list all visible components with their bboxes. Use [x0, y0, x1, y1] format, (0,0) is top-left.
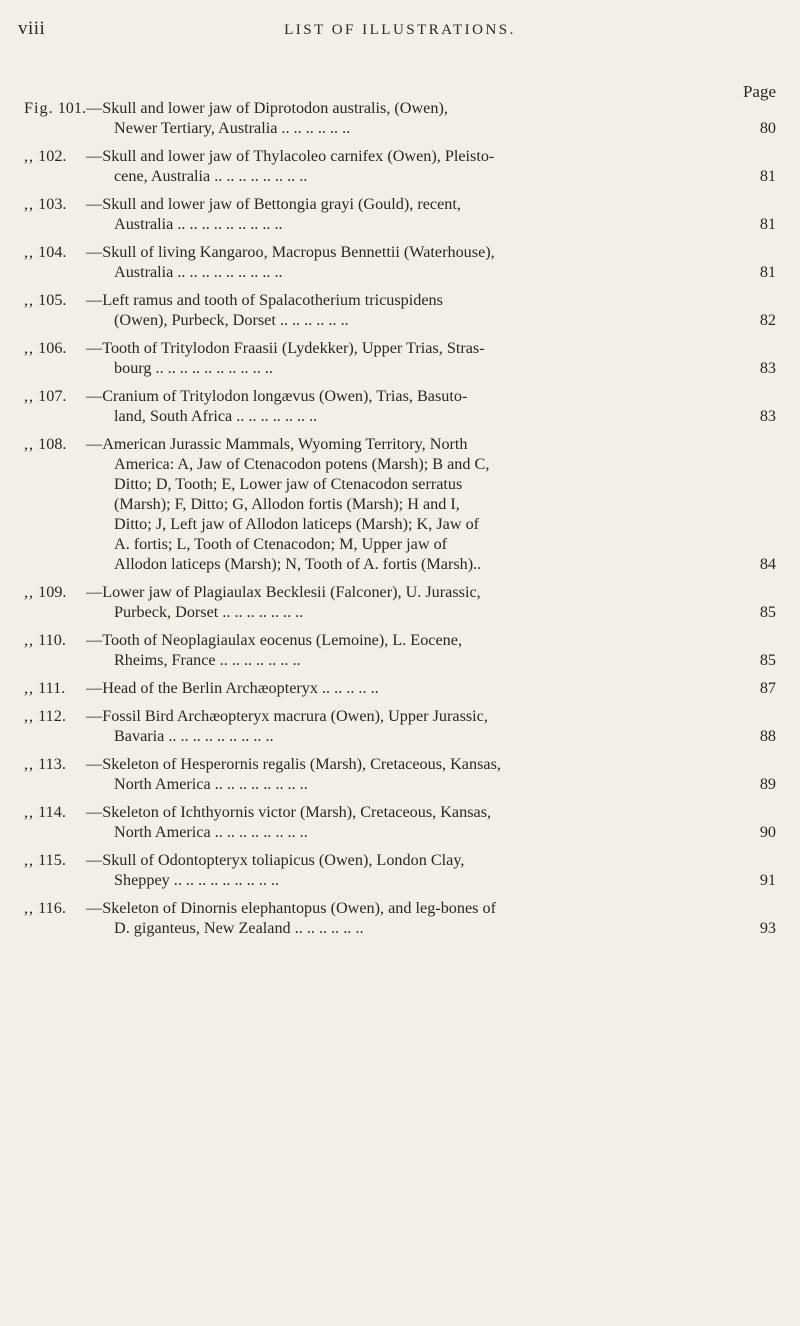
figure-number-value: 115.: [38, 851, 66, 869]
ditto-mark: ,,: [24, 679, 35, 697]
caption-line: land, South Africa .. .. .. .. .. .. ..: [114, 407, 318, 425]
figure-number: [24, 290, 66, 310]
figure-number: [24, 850, 66, 870]
ditto-mark: ,,: [24, 339, 35, 357]
page-reference: 85: [759, 603, 776, 621]
figure-number: [24, 338, 66, 358]
caption-line: —Skull of living Kangaroo, Macropus Bennettii (Waterhouse),: [86, 243, 495, 261]
list-item: [24, 242, 776, 282]
caption-line: —Skull and lower jaw of Thylacoleo carnifex (Owen), Pleisto-: [86, 147, 495, 165]
figure-number-value: 110.: [38, 631, 66, 649]
ditto-mark: ,,: [24, 147, 35, 165]
caption-line: —Cranium of Tritylodon longævus (Owen), Trias, Basuto-: [86, 387, 468, 405]
ditto-mark: ,,: [24, 707, 35, 725]
figure-number: [24, 630, 66, 650]
caption-line: Australia .. .. .. .. .. .. .. .. ..: [114, 215, 283, 233]
fig-label: Fig.: [24, 99, 54, 117]
caption-line: Allodon laticeps (Marsh); N, Tooth of A. fortis (Marsh)..: [114, 555, 482, 573]
list-item: [24, 146, 776, 186]
page-reference: 88: [759, 727, 776, 745]
page-reference: 85: [759, 651, 776, 669]
caption-line: A. fortis; L, Tooth of Ctenacodon; M, Upper jaw of: [114, 535, 448, 553]
list-item: [24, 194, 776, 234]
ditto-mark: ,,: [24, 803, 35, 821]
running-head: LIST OF ILLUSTRATIONS.: [284, 22, 516, 38]
caption-line: Australia .. .. .. .. .. .. .. .. ..: [114, 263, 283, 281]
list-item: [24, 338, 776, 378]
ditto-mark: ,,: [24, 899, 35, 917]
list-item: [24, 706, 776, 746]
figure-number: [24, 386, 66, 406]
figure-number-value: 105.: [38, 291, 67, 309]
caption-line: North America .. .. .. .. .. .. .. ..: [114, 775, 308, 793]
page-reference: 83: [759, 359, 776, 377]
page-reference: 81: [759, 263, 776, 281]
figure-number-value: 101.: [57, 99, 87, 117]
list-item: [24, 386, 776, 426]
ditto-mark: ,,: [24, 631, 35, 649]
figure-number: [24, 706, 66, 726]
ditto-mark: ,,: [24, 243, 35, 261]
figure-number: [24, 194, 66, 214]
caption-line: —Head of the Berlin Archæopteryx .. .. .. .. ..: [86, 679, 379, 697]
page-reference: 90: [759, 823, 776, 841]
page-reference: 87: [759, 679, 776, 697]
page-reference: 83: [759, 407, 776, 425]
figure-number: [24, 678, 65, 698]
page-number: viii: [18, 18, 46, 39]
figure-number-value: 107.: [38, 387, 67, 405]
figure-number-value: 113.: [38, 755, 66, 773]
figure-number: [24, 242, 66, 262]
list-item: [24, 802, 776, 842]
caption-line: cene, Australia .. .. .. .. .. .. .. ..: [114, 167, 308, 185]
caption-line: D. giganteus, New Zealand .. .. .. .. .. ..: [114, 919, 364, 937]
caption-line: Purbeck, Dorset .. .. .. .. .. .. ..: [114, 603, 304, 621]
ditto-mark: ,,: [24, 851, 35, 869]
figure-number-value: 104.: [38, 243, 67, 261]
caption-line: Newer Tertiary, Australia .. .. .. .. .. ..: [114, 119, 351, 137]
caption-line: Bavaria .. .. .. .. .. .. .. .. ..: [114, 727, 274, 745]
list-item: [24, 582, 776, 622]
list-item: [24, 850, 776, 890]
caption-line: (Owen), Purbeck, Dorset .. .. .. .. .. ..: [114, 311, 349, 329]
caption-line: —American Jurassic Mammals, Wyoming Territory, North: [86, 435, 468, 453]
ditto-mark: ,,: [24, 291, 35, 309]
page-reference: 81: [759, 167, 776, 185]
page-column-label: Page: [742, 82, 776, 101]
figure-number: [24, 582, 66, 602]
figure-number: [24, 898, 66, 918]
list-item: [24, 98, 776, 138]
figure-number: [24, 146, 66, 166]
ditto-mark: ,,: [24, 583, 35, 601]
figure-number: [24, 754, 66, 774]
page-reference: 93: [759, 919, 776, 937]
list-item: [24, 434, 776, 574]
list-item: [24, 754, 776, 794]
list-item: [24, 678, 776, 698]
page-reference: 80: [759, 119, 776, 137]
list-item: [24, 290, 776, 330]
caption-line: —Fossil Bird Archæopteryx macrura (Owen), Upper Jurassic,: [86, 707, 488, 725]
ditto-mark: ,,: [24, 755, 35, 773]
figure-number-value: 112.: [38, 707, 66, 725]
figure-number: [24, 434, 66, 454]
caption-line: —Left ramus and tooth of Spalacotherium tricuspidens: [86, 291, 443, 309]
caption-line: —Skeleton of Dinornis elephantopus (Owen), and leg-bones of: [86, 899, 496, 917]
figure-number-value: 109.: [38, 583, 67, 601]
figure-number-value: 103.: [38, 195, 67, 213]
caption-line: —Skull and lower jaw of Bettongia grayi (Gould), recent,: [86, 195, 461, 213]
figure-number-value: 106.: [38, 339, 67, 357]
figure-number: [24, 98, 86, 118]
caption-line: North America .. .. .. .. .. .. .. ..: [114, 823, 308, 841]
caption-line: Ditto; D, Tooth; E, Lower jaw of Ctenacodon serratus: [114, 475, 463, 493]
caption-line: —Skull and lower jaw of Diprotodon australis, (Owen),: [86, 99, 448, 117]
caption-line: —Skull of Odontopteryx toliapicus (Owen), London Clay,: [86, 851, 465, 869]
caption-line: —Tooth of Neoplagiaulax eocenus (Lemoine), L. Eocene,: [86, 631, 462, 649]
caption-line: America: A, Jaw of Ctenacodon potens (Marsh); B and C,: [114, 455, 490, 473]
page-reference: 84: [759, 555, 776, 573]
figure-number-value: 108.: [38, 435, 67, 453]
page-reference: 89: [759, 775, 776, 793]
caption-line: (Marsh); F, Ditto; G, Allodon fortis (Marsh); H and I,: [114, 495, 460, 513]
caption-line: —Skeleton of Hesperornis regalis (Marsh), Cretaceous, Kansas,: [86, 755, 501, 773]
figure-number-value: 102.: [38, 147, 67, 165]
figure-number-value: 116.: [38, 899, 66, 917]
caption-line: bourg .. .. .. .. .. .. .. .. .. ..: [114, 359, 273, 377]
list-item: [24, 898, 776, 938]
caption-line: —Lower jaw of Plagiaulax Becklesii (Falconer), U. Jurassic,: [86, 583, 481, 601]
ditto-mark: ,,: [24, 387, 35, 405]
illustration-list: [24, 98, 776, 946]
caption-line: —Tooth of Tritylodon Fraasii (Lydekker), Upper Trias, Stras-: [86, 339, 485, 357]
page-reference: 91: [759, 871, 776, 889]
caption-line: Sheppey .. .. .. .. .. .. .. .. ..: [114, 871, 280, 889]
figure-number: [24, 802, 66, 822]
ditto-mark: ,,: [24, 435, 35, 453]
ditto-mark: ,,: [24, 195, 35, 213]
caption-line: Rheims, France .. .. .. .. .. .. ..: [114, 651, 301, 669]
caption-line: —Skeleton of Ichthyornis victor (Marsh), Cretaceous, Kansas,: [86, 803, 492, 821]
page-reference: 81: [759, 215, 776, 233]
list-item: [24, 630, 776, 670]
figure-number-value: 114.: [38, 803, 66, 821]
caption-line: Ditto; J, Left jaw of Allodon laticeps (Marsh); K, Jaw of: [114, 515, 480, 533]
page-reference: 82: [759, 311, 776, 329]
figure-number-value: 111.: [38, 679, 66, 697]
